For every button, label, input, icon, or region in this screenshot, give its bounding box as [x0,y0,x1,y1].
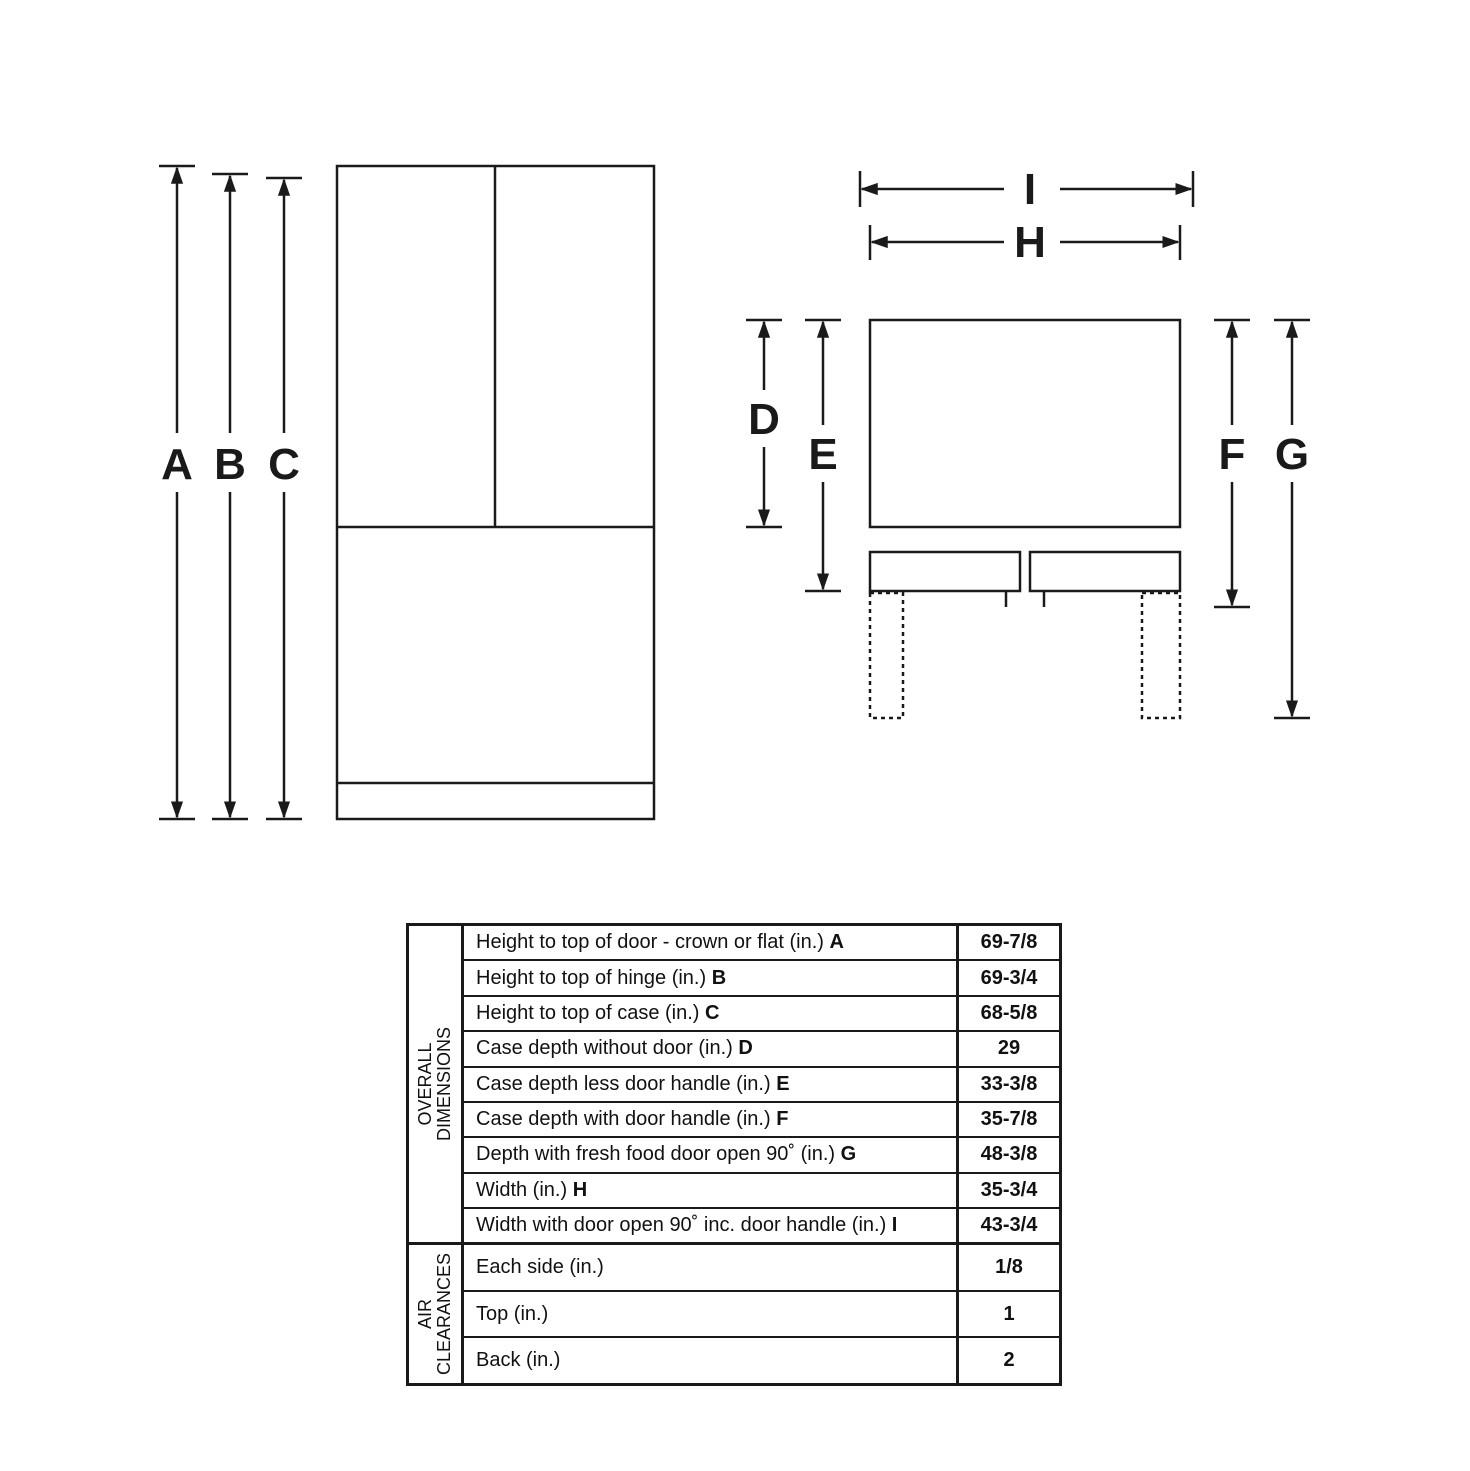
row-value: 35-7/8 [958,1102,1061,1137]
table-row [408,996,1061,1031]
row-label: Case depth less door handle (in.) E [463,1067,958,1102]
row-value: 68-5/8 [958,996,1061,1031]
label-f: F [1218,430,1246,479]
row-value: 29 [958,1031,1061,1066]
dimension-code: A [829,931,844,954]
door-open-outline [870,593,1180,718]
row-value: 69-3/4 [958,960,1061,995]
row-value: 1/8 [958,1244,1061,1291]
row-value: 43-3/4 [958,1208,1061,1244]
label-d: D [748,395,780,444]
group-label-line: DIMENSIONS [434,1027,454,1142]
label-e: E [808,430,838,479]
label-b: B [214,440,246,489]
dimension-code: C [705,1001,720,1024]
row-label: Height to top of door - crown or flat (in.) A [463,925,958,961]
dimension-code: H [572,1178,588,1201]
dimension-code: B [711,966,727,989]
row-value: 35-3/4 [958,1173,1061,1208]
overall-dimensions-group [408,925,463,1244]
dimension-code: F [776,1108,789,1131]
table-row [408,960,1061,995]
label-g: G [1274,430,1310,479]
row-label: Case depth with door handle (in.) F [463,1102,958,1137]
front-view [337,166,654,819]
row-label: Case depth without door (in.) D [463,1031,958,1066]
table-row [408,925,1061,961]
table-row [408,1031,1061,1066]
row-label: Height to top of hinge (in.) B [463,960,958,995]
row-label: Depth with fresh food door open 90˚ (in.) G [463,1137,958,1172]
row-label: Width with door open 90˚ inc. door handle (in.) I [463,1208,958,1244]
top-view-left-door [870,552,1020,591]
row-label: Back (in.) [463,1337,958,1384]
depth-dimensions [746,320,1310,718]
row-value: 69-7/8 [958,925,1061,961]
row-label: Width (in.) H [463,1173,958,1208]
table-row [408,1337,1061,1384]
height-dimensions [159,166,302,819]
air-clearances-group [408,1244,463,1385]
group-label-line: CLEARANCES [434,1253,454,1376]
table-row [408,1291,1061,1338]
row-value: 2 [958,1337,1061,1384]
row-label: Top (in.) [463,1291,958,1338]
table-row [408,1208,1061,1244]
table-row [408,1102,1061,1137]
label-c: C [268,440,300,489]
label-h: H [1014,218,1046,267]
row-value: 48-3/8 [958,1137,1061,1172]
dimension-code: G [840,1143,857,1166]
dimension-code: I [891,1214,898,1237]
label-a: A [161,440,193,489]
table-row [408,1173,1061,1208]
top-view-right-door [1030,552,1180,591]
group-label-line: OVERALL [415,1042,435,1126]
dimension-code: E [776,1072,790,1095]
dimension-code: D [738,1037,753,1060]
table-row [408,1137,1061,1172]
table-row [408,1067,1061,1102]
row-value: 1 [958,1291,1061,1338]
row-value: 33-3/8 [958,1067,1061,1102]
table-row [408,1244,1061,1291]
row-label: Each side (in.) [463,1244,958,1291]
label-i: I [1023,165,1037,214]
dimensions-table [406,923,1062,1386]
group-label-line: AIR [415,1299,435,1330]
row-label: Height to top of case (in.) C [463,996,958,1031]
top-view [870,320,1180,607]
top-view-case [870,320,1180,527]
